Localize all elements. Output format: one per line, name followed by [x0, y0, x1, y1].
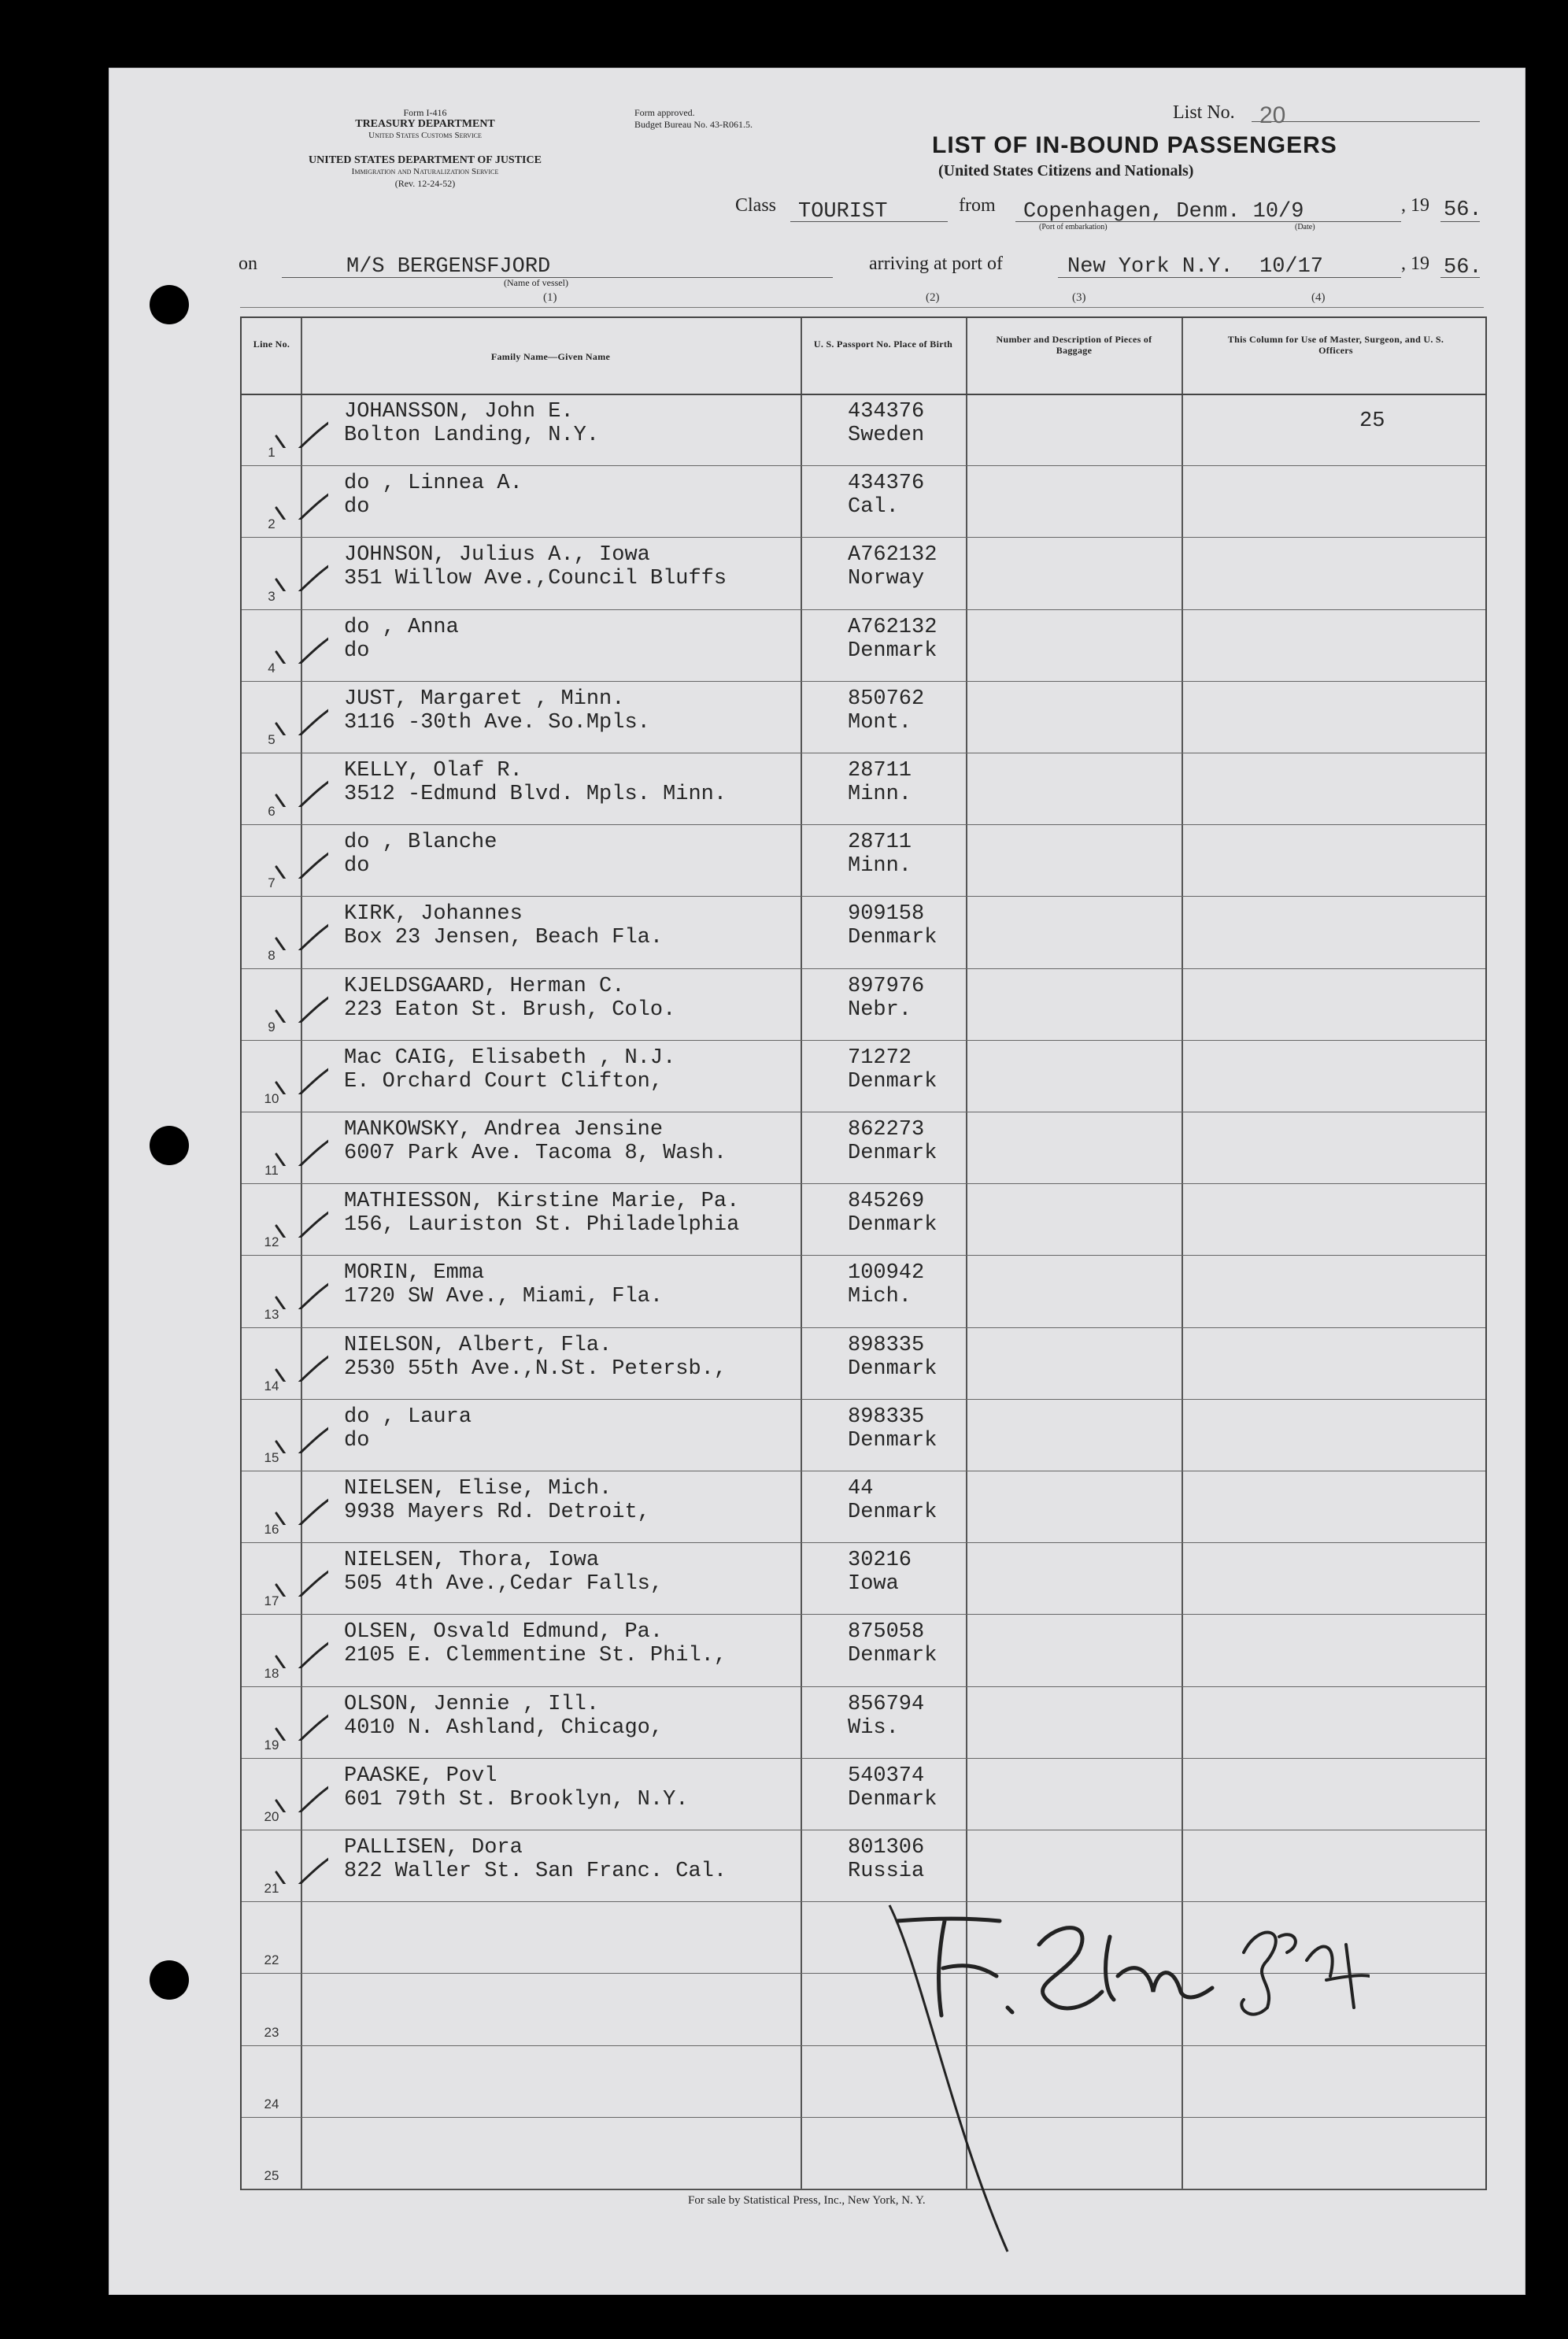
- row-divider: [242, 681, 1485, 682]
- check-mark: [273, 1849, 328, 1884]
- place-of-birth: Denmark: [848, 1428, 937, 1453]
- row-divider: [242, 1614, 1485, 1615]
- passenger-name: NIELSON, Albert, Fla.: [344, 1333, 612, 1357]
- line-number: 2: [268, 516, 276, 532]
- passenger-name: MORIN, Emma: [344, 1261, 485, 1286]
- place-of-birth: Nebr.: [848, 997, 912, 1022]
- place-of-birth: Cal.: [848, 495, 899, 520]
- passenger-address: 2530 55th Ave.,N.St. Petersb.,: [344, 1356, 727, 1381]
- from-value: Copenhagen, Denm. 10/9: [1023, 200, 1304, 224]
- check-mark: [273, 1777, 328, 1812]
- line-number: 11: [264, 1163, 279, 1179]
- passenger-address: 223 Eaton St. Brush, Colo.: [344, 997, 676, 1022]
- passport-number: 898335: [848, 1405, 925, 1429]
- passenger-name: do , Laura: [344, 1405, 472, 1429]
- punch-hole: [150, 1126, 189, 1165]
- passenger-address: 156, Lauriston St. Philadelphia: [344, 1213, 740, 1238]
- place-of-birth: Norway: [848, 567, 925, 591]
- check-mark: [273, 1131, 328, 1166]
- passenger-address: 9938 Mayers Rd. Detroit,: [344, 1501, 650, 1524]
- passport-number: A762132: [848, 615, 937, 639]
- line-number: 22: [264, 1952, 279, 1968]
- place-of-birth: Iowa: [848, 1572, 899, 1597]
- form-title: LIST OF IN-BOUND PASSENGERS: [932, 132, 1337, 158]
- passport-number: 862273: [848, 1118, 925, 1142]
- customs-service: United States Customs Service: [368, 131, 482, 140]
- passenger-name: KELLY, Olaf R.: [344, 759, 523, 783]
- line-number: 6: [268, 804, 276, 820]
- passport-number: 100942: [848, 1261, 925, 1286]
- passport-number: 28711: [848, 831, 912, 855]
- passenger-name: PALLISEN, Dora: [344, 1836, 523, 1860]
- line-number: 25: [264, 2168, 279, 2183]
- place-of-birth: Mich.: [848, 1285, 912, 1309]
- passenger-address: 601 79th St. Brooklyn, N.Y.: [344, 1787, 689, 1812]
- place-of-birth: Denmark: [848, 1069, 937, 1094]
- place-of-birth: Denmark: [848, 1213, 937, 1238]
- passenger-name: OLSEN, Osvald Edmund, Pa.: [344, 1620, 664, 1645]
- passenger-address: 6007 Park Ave. Tacoma 8, Wash.: [344, 1142, 727, 1165]
- passenger-address: 505 4th Ave.,Cedar Falls,: [344, 1572, 664, 1597]
- passenger-name: MATHIESSON, Kirstine Marie, Pa.: [344, 1190, 740, 1214]
- row-divider: [242, 1399, 1485, 1400]
- printer-footer: For sale by Statistical Press, Inc., New York, N. Y.: [688, 2194, 926, 2207]
- place-of-birth: Russia: [848, 1860, 925, 1883]
- place-of-birth: Mont.: [848, 710, 912, 735]
- passport-number: 897976: [848, 974, 925, 998]
- line-number: 21: [264, 1881, 279, 1897]
- arrival-port: New York N.Y.: [1067, 255, 1233, 279]
- from-label: from: [959, 195, 996, 216]
- class-label: Class: [735, 195, 777, 216]
- arriving-label: arriving at port of: [869, 254, 1003, 274]
- punch-hole: [150, 285, 189, 324]
- line-number: 12: [264, 1234, 279, 1250]
- check-mark: [273, 700, 328, 735]
- line-number: 20: [264, 1809, 279, 1824]
- place-of-birth: Denmark: [848, 1787, 937, 1812]
- year-value-1: 56.: [1444, 198, 1482, 222]
- passenger-address: do: [344, 638, 370, 663]
- passenger-name: do , Blanche: [344, 831, 497, 855]
- class-value: TOURIST: [798, 200, 888, 224]
- passenger-name: JOHNSON, Julius A., Iowa: [344, 543, 650, 568]
- place-of-birth: Minn.: [848, 783, 912, 806]
- check-mark: [273, 556, 328, 591]
- check-mark: [273, 1633, 328, 1668]
- row-divider: [242, 1040, 1485, 1041]
- list-number-value: 20: [1259, 102, 1286, 128]
- row-divider: [242, 1542, 1485, 1543]
- passport-number: 845269: [848, 1190, 925, 1214]
- immigration-service: Immigration and Naturalization Service: [351, 167, 499, 176]
- column-number-3: (3): [1072, 291, 1086, 304]
- baggage-header: Number and Description of Pieces of Baggage: [996, 334, 1152, 356]
- passenger-address: E. Orchard Court Clifton,: [344, 1069, 664, 1094]
- line-number: 24: [264, 2096, 279, 2111]
- check-mark: [273, 1418, 328, 1453]
- department-of-justice: UNITED STATES DEPARTMENT OF JUSTICE: [309, 154, 542, 166]
- column-number-4: (4): [1311, 291, 1326, 304]
- line-number: 23: [264, 2024, 279, 2040]
- passenger-name: do , Linnea A.: [344, 472, 523, 496]
- line-number: 5: [268, 732, 276, 747]
- list-number-label: List No.: [1173, 102, 1235, 123]
- line-number: 8: [268, 947, 276, 963]
- row-divider: [242, 1183, 1485, 1184]
- budget-bureau-number: Budget Bureau No. 43-R061.5.: [634, 119, 753, 130]
- passport-number: 434376: [848, 472, 925, 496]
- passport-header: U. S. Passport No. Place of Birth: [813, 339, 953, 350]
- passenger-name: PAASKE, Povl: [344, 1764, 497, 1788]
- check-mark: [273, 1705, 328, 1741]
- passenger-address: 822 Waller St. San Franc. Cal.: [344, 1860, 727, 1883]
- row-divider: [242, 1255, 1485, 1256]
- form-number: Form I-416: [403, 107, 447, 118]
- passenger-address: 3116 -30th Ave. So.Mpls.: [344, 710, 650, 735]
- line-number: 4: [268, 660, 276, 675]
- line-number: 16: [264, 1522, 279, 1538]
- header-bottom-rule: [242, 394, 1485, 395]
- column-number-2: (2): [926, 291, 940, 304]
- check-mark: [273, 915, 328, 950]
- passenger-name: NIELSEN, Thora, Iowa: [344, 1549, 600, 1573]
- check-mark: [273, 1346, 328, 1382]
- line-number: 10: [264, 1091, 279, 1106]
- passenger-address: 3512 -Edmund Blvd. Mpls. Minn.: [344, 783, 727, 806]
- passport-number: 875058: [848, 1620, 925, 1645]
- row-divider: [242, 537, 1485, 538]
- row-divider: [242, 1758, 1485, 1759]
- line-number: 1: [268, 445, 276, 461]
- arrival-date: 10/17: [1259, 255, 1324, 279]
- line-number-header: Line No.: [253, 339, 290, 350]
- place-of-birth: Denmark: [848, 1501, 937, 1524]
- year-value-2: 56.: [1444, 256, 1482, 279]
- list-number-line: [1252, 121, 1480, 122]
- passenger-address: Bolton Landing, N.Y.: [344, 424, 600, 447]
- passport-number: 28711: [848, 759, 912, 783]
- passport-number: 850762: [848, 687, 925, 711]
- passenger-address: 351 Willow Ave.,Council Bluffs: [344, 567, 727, 591]
- passenger-address: 2105 E. Clemmentine St. Phil.,: [344, 1644, 727, 1668]
- punch-hole: [150, 1960, 189, 2000]
- line-number: 9: [268, 1019, 276, 1034]
- passenger-name: KIRK, Johannes: [344, 902, 523, 927]
- passport-number: 909158: [848, 902, 925, 927]
- check-mark: [273, 1561, 328, 1597]
- passenger-name: Mac CAIG, Elisabeth , N.J.: [344, 1046, 676, 1070]
- place-of-birth: Denmark: [848, 1142, 937, 1165]
- place-of-birth: Wis.: [848, 1715, 899, 1740]
- officers-header: This Column for Use of Master, Surgeon, and U. S. Officers: [1227, 334, 1444, 356]
- row-divider: [242, 896, 1485, 897]
- line-number: 13: [264, 1306, 279, 1322]
- line-number: 3: [268, 588, 276, 604]
- passport-number: 856794: [848, 1692, 925, 1716]
- place-of-birth: Minn.: [848, 854, 912, 879]
- passenger-name: JUST, Margaret , Minn.: [344, 687, 625, 711]
- year-label-1: , 19: [1401, 195, 1429, 216]
- row-divider: [242, 465, 1485, 466]
- row-divider: [242, 968, 1485, 969]
- passport-number: 30216: [848, 1549, 912, 1573]
- check-mark: [273, 1202, 328, 1238]
- place-of-birth: Denmark: [848, 926, 937, 950]
- passenger-address: do: [344, 1428, 370, 1453]
- passport-number: 71272: [848, 1046, 912, 1070]
- passenger-name: do , Anna: [344, 615, 459, 639]
- line-number: 19: [264, 1737, 279, 1752]
- name-header: Family Name—Given Name: [490, 351, 611, 362]
- line-number: 7: [268, 875, 276, 891]
- check-mark: [273, 628, 328, 664]
- place-of-birth: Denmark: [848, 1644, 937, 1668]
- passenger-address: 4010 N. Ashland, Chicago,: [344, 1715, 664, 1740]
- passport-number: 801306: [848, 1836, 925, 1860]
- check-mark: [273, 843, 328, 879]
- passport-number: A762132: [848, 543, 937, 568]
- date-caption: (Date): [1295, 223, 1315, 231]
- check-mark: [273, 987, 328, 1023]
- passport-number: 434376: [848, 400, 925, 424]
- column-divider: [801, 318, 802, 2189]
- passenger-name: KJELDSGAARD, Herman C.: [344, 974, 625, 998]
- passenger-address: 1720 SW Ave., Miami, Fla.: [344, 1285, 664, 1309]
- place-of-birth: Denmark: [848, 1356, 937, 1381]
- passport-number: 44: [848, 1477, 874, 1501]
- port-embarkation-caption: (Port of embarkation): [1039, 223, 1108, 231]
- treasury-department: TREASURY DEPARTMENT: [355, 118, 495, 130]
- row-divider: [242, 824, 1485, 825]
- officer-mark: 25: [1359, 409, 1385, 433]
- passenger-name: JOHANSSON, John E.: [344, 400, 574, 424]
- form-subtitle: (United States Citizens and Nationals): [938, 162, 1194, 179]
- passport-number: 898335: [848, 1333, 925, 1357]
- passenger-name: NIELSEN, Elise, Mich.: [344, 1477, 612, 1501]
- year-label-2: , 19: [1401, 254, 1429, 274]
- signature: [850, 1889, 1370, 2259]
- form-approved: Form approved.: [634, 107, 695, 118]
- column-number-1: (1): [543, 291, 557, 304]
- check-mark: [273, 772, 328, 807]
- header-rule: [240, 307, 1484, 308]
- place-of-birth: Denmark: [848, 638, 937, 663]
- place-of-birth: Sweden: [848, 424, 925, 447]
- vessel-name: M/S BERGENSFJORD: [346, 255, 551, 279]
- row-divider: [242, 609, 1485, 610]
- column-divider: [301, 318, 302, 2189]
- passport-number: 540374: [848, 1764, 925, 1788]
- line-number: 15: [264, 1450, 279, 1465]
- row-divider: [242, 1327, 1485, 1328]
- line-number: 18: [264, 1665, 279, 1681]
- line-number: 14: [264, 1378, 279, 1393]
- line-number: 17: [264, 1593, 279, 1609]
- passenger-address: do: [344, 854, 370, 879]
- check-mark: [273, 413, 328, 448]
- on-label: on: [239, 254, 257, 274]
- passenger-name: MANKOWSKY, Andrea Jensine: [344, 1118, 664, 1142]
- passenger-name: OLSON, Jennie , Ill.: [344, 1692, 600, 1716]
- check-mark: [273, 1059, 328, 1094]
- vessel-caption: (Name of vessel): [504, 277, 568, 288]
- row-divider: [242, 1686, 1485, 1687]
- passenger-address: do: [344, 495, 370, 520]
- check-mark: [273, 484, 328, 520]
- check-mark: [273, 1274, 328, 1309]
- revision-date: (Rev. 12-24-52): [394, 178, 456, 189]
- check-mark: [273, 1490, 328, 1525]
- passenger-address: Box 23 Jensen, Beach Fla.: [344, 926, 664, 950]
